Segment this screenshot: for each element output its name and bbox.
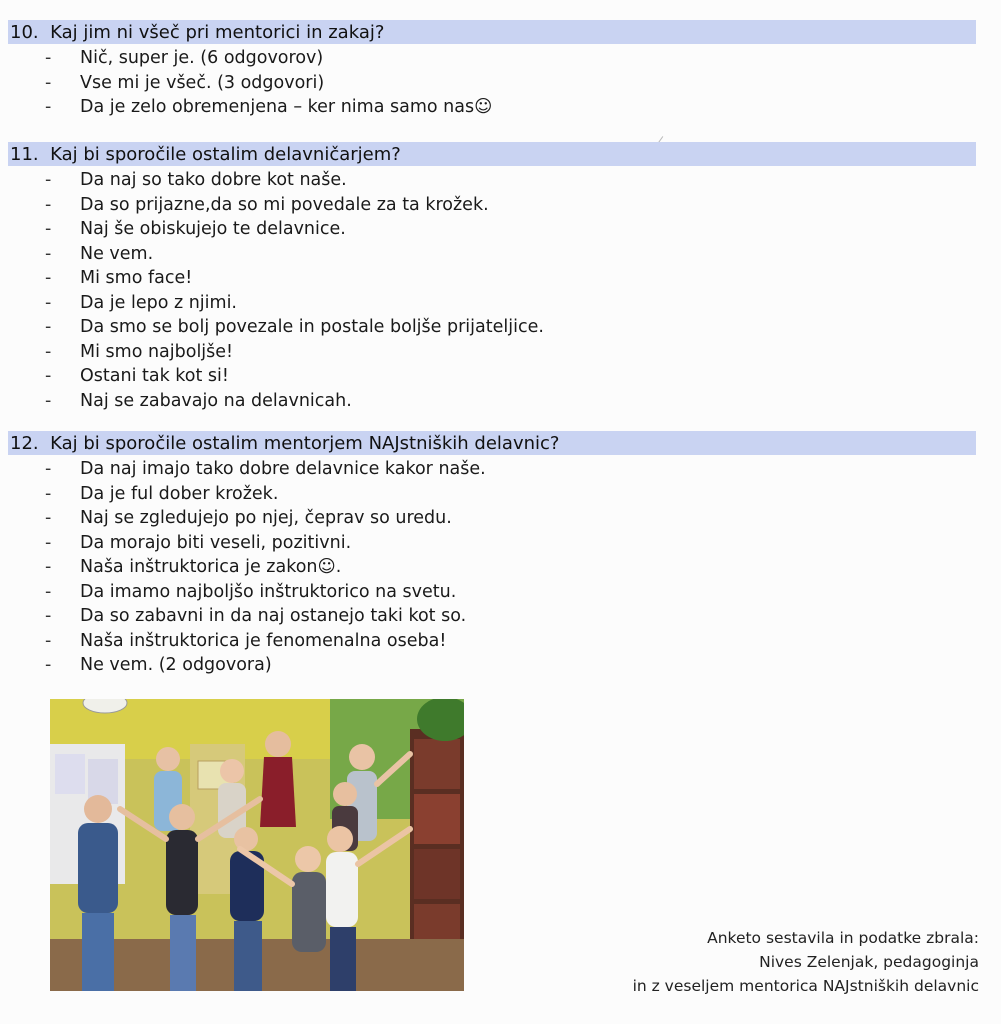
question-heading <box>10 432 559 456</box>
question-text: Kaj jim ni všeč pri mentorici in zakaj? <box>50 22 385 43</box>
question-heading <box>10 143 401 167</box>
question-number: 10. <box>10 22 39 43</box>
answer-text: Ostani tak kot si! <box>80 366 229 386</box>
credit-line: in z veseljem mentorica NAJstniških delavnic <box>632 977 979 995</box>
bullet-dash: - <box>45 390 52 411</box>
answer-text: Da naj so tako dobre kot naše. <box>80 170 347 190</box>
question-number: 12. <box>10 433 39 454</box>
bullet-dash: - <box>45 72 52 93</box>
bullet-dash: - <box>45 268 52 288</box>
answer-text: Ne vem. <box>80 243 154 264</box>
answer-text: Naša inštruktorica je zakon☺. <box>80 557 342 577</box>
answer-text: Da morajo biti veseli, pozitivni. <box>80 532 352 553</box>
answer-text: Naj se zgledujejo po njej, čeprav so uredu. <box>80 508 452 528</box>
credit-line: Nives Zelenjak, pedagoginja <box>759 953 979 971</box>
bullet-dash: - <box>45 630 52 651</box>
answer-text: Da imamo najboljšo inštruktorico na svetu. <box>80 581 457 602</box>
bullet-dash: - <box>45 97 52 117</box>
answer-text: Naj še obiskujejo te delavnice. <box>80 219 346 239</box>
credit-line: Anketo sestavila in podatke zbrala: <box>707 929 979 947</box>
question-number: 11. <box>10 144 39 165</box>
bullet-dash: - <box>45 194 52 215</box>
bullet-dash: - <box>45 48 52 68</box>
answer-text: Vse mi je všeč. (3 odgovori) <box>80 72 325 93</box>
answer-text: Da je ful dober krožek. <box>80 483 279 504</box>
answer-text: Da naj imajo tako dobre delavnice kakor naše. <box>80 459 486 479</box>
question-heading <box>10 21 384 45</box>
answer-text: Naj se zabavajo na delavnicah. <box>80 390 352 411</box>
bullet-dash: - <box>45 655 52 675</box>
bullet-dash: - <box>45 366 52 386</box>
bullet-dash: - <box>45 557 52 577</box>
bullet-dash: - <box>45 532 52 553</box>
answer-text: Mi smo face! <box>80 268 193 288</box>
question-text: Kaj bi sporočile ostalim delavničarjem? <box>50 144 401 165</box>
group-photo <box>50 699 464 991</box>
answer-text: Naša inštruktorica je fenomenalna oseba! <box>80 630 447 651</box>
bullet-dash: - <box>45 292 52 313</box>
answer-text: Da je lepo z njimi. <box>80 292 237 313</box>
answer-text: Da so zabavni in da naj ostanejo taki kot so. <box>80 606 467 626</box>
answer-text: Da je zelo obremenjena – ker nima samo nas☺ <box>80 97 493 117</box>
answer-text: Nič, super je. (6 odgovorov) <box>80 48 324 68</box>
bullet-dash: - <box>45 219 52 239</box>
bullet-dash: - <box>45 317 52 337</box>
bullet-dash: - <box>45 170 52 190</box>
bullet-dash: - <box>45 243 52 264</box>
bullet-dash: - <box>45 483 52 504</box>
author-credit <box>633 926 979 998</box>
bullet-dash: - <box>45 341 52 362</box>
bullet-dash: - <box>45 508 52 528</box>
answer-text: Da smo se bolj povezale in postale boljše prijateljice. <box>80 317 544 337</box>
question-text: Kaj bi sporočile ostalim mentorjem NAJstniških delavnic? <box>50 433 560 454</box>
bullet-dash: - <box>45 581 52 602</box>
answer-text: Mi smo najboljše! <box>80 341 234 362</box>
answer-text: Ne vem. (2 odgovora) <box>80 655 272 675</box>
answer-text: Da so prijazne,da so mi povedale za ta krožek. <box>80 194 489 215</box>
bullet-dash: - <box>45 606 52 626</box>
bullet-dash: - <box>45 459 52 479</box>
